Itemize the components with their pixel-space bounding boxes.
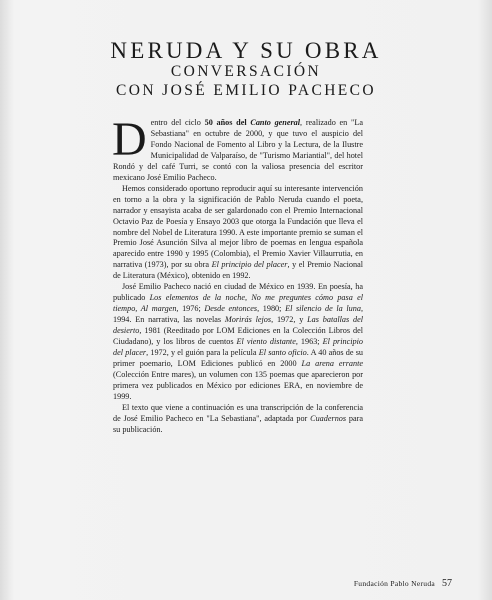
- bio-text: . A 40 años de su primer poemario, LOM Ediciones publicó en 2000: [113, 348, 364, 368]
- paragraph-transcription-note: [113, 403, 363, 436]
- bio-work-title: Desde entonces: [204, 304, 258, 314]
- article-subtitle-line-2: CON JOSÉ EMILIO PACHECO: [115, 82, 377, 99]
- award-text-end: , y el Premio Nacional de Literatura (México), obtenido en 1992.: [113, 260, 364, 281]
- note-text-end: para su publicación.: [113, 413, 363, 434]
- bio-work-title: El viento distante: [236, 337, 296, 347]
- bio-text: , 1972, y: [271, 315, 308, 325]
- bio-work-title: El santo oficio: [258, 348, 307, 358]
- paragraph-biography: [113, 282, 363, 402]
- bio-text: 1976;: [178, 304, 205, 314]
- intro-bold: 50 años del: [204, 118, 251, 127]
- footer-publisher: Fundación Pablo Neruda: [353, 579, 435, 588]
- intro-text-b: , realizado en "La Sebastiana" en octubre de 2000, y que tuvo el auspicio del Fondo Nacional de Fomento al Libro y la Lectura, de la Ilustre Municipalidad de Valparaíso, de "Turismo Mariantial", del hotel Rondó y del café Turri, se contó con la valiosa presencia del escritor mexicano José Emilio Pacheco.: [113, 118, 363, 182]
- bio-text: , 1972, y el guión para la película: [146, 348, 259, 358]
- article-subtitle-line-1: CONVERSACIÓN: [170, 63, 322, 80]
- drop-cap: D: [112, 113, 147, 166]
- article-body: [112, 113, 364, 436]
- award-text: Hemos considerado oportuno reproducir aquí su interesante intervención en torno a la obra y la significación de Pablo Neruda cuando el poeta, narrador y ensayista acaba de ser galardonado con el Premio Internacional Octavio Paz de Poesía y Ensayo 2003 que otorga la Fundación que lleva el nombre del Nobel de Literatura 1990. A este importante premio se suman el Premio José Asunción Silva al mejor libro de poemas en lengua española aparecido entre 1990 y 1995 (Colombia), el Premio Xavier Villaurrutia, en narrativa (1973), por su obra: [113, 183, 363, 270]
- note-text: El texto que viene a continuación es una transcripción de la conferencia de José Emilio Pacheco en "La Sebastiana", adaptada por: [113, 402, 363, 423]
- note-publication-title: Cuadernos: [310, 413, 347, 423]
- paragraph-award: [113, 184, 363, 283]
- bio-text: , 1963;: [295, 337, 323, 347]
- bio-work-title: El silencio de la luna: [285, 304, 361, 314]
- bio-work-title: Las batallas del desierto: [113, 315, 364, 336]
- intro-work-title: Canto general: [250, 118, 301, 127]
- article-title: NERUDA Y SU OBRA: [110, 38, 382, 63]
- page-number: 57: [442, 578, 452, 589]
- bio-text: , 1980;: [257, 304, 286, 314]
- bio-work-title: Morirás lejos: [224, 315, 272, 325]
- paragraph-intro: [112, 113, 363, 184]
- bio-work-title: El principio del placer: [113, 337, 363, 358]
- intro-text-a: entro del ciclo: [150, 118, 205, 127]
- bio-text: José Emilio Pacheco nació en ciudad de México en 1939. En poesía, ha publicado: [113, 282, 363, 303]
- award-work-title: El principio del placer: [211, 260, 288, 270]
- bio-text: , 1981 (Reeditado por LOM Ediciones en la Colección Libros del Ciudadano), y los libros de cuentos: [113, 326, 363, 347]
- bio-work-title: La arena errante: [301, 358, 363, 368]
- bio-text: , 1994. En narrativa, las novelas: [113, 304, 363, 325]
- bio-text: (Colección Entre mares), un volumen con 135 poemas que aparecieron por primera vez publicados en México por ediciones ERA, en noviembre de 1999.: [113, 369, 363, 401]
- bio-work-title: Los elementos de la noche, No me preguntes cómo pasa el tiempo, Al margen,: [113, 293, 363, 314]
- page-footer: [354, 578, 452, 589]
